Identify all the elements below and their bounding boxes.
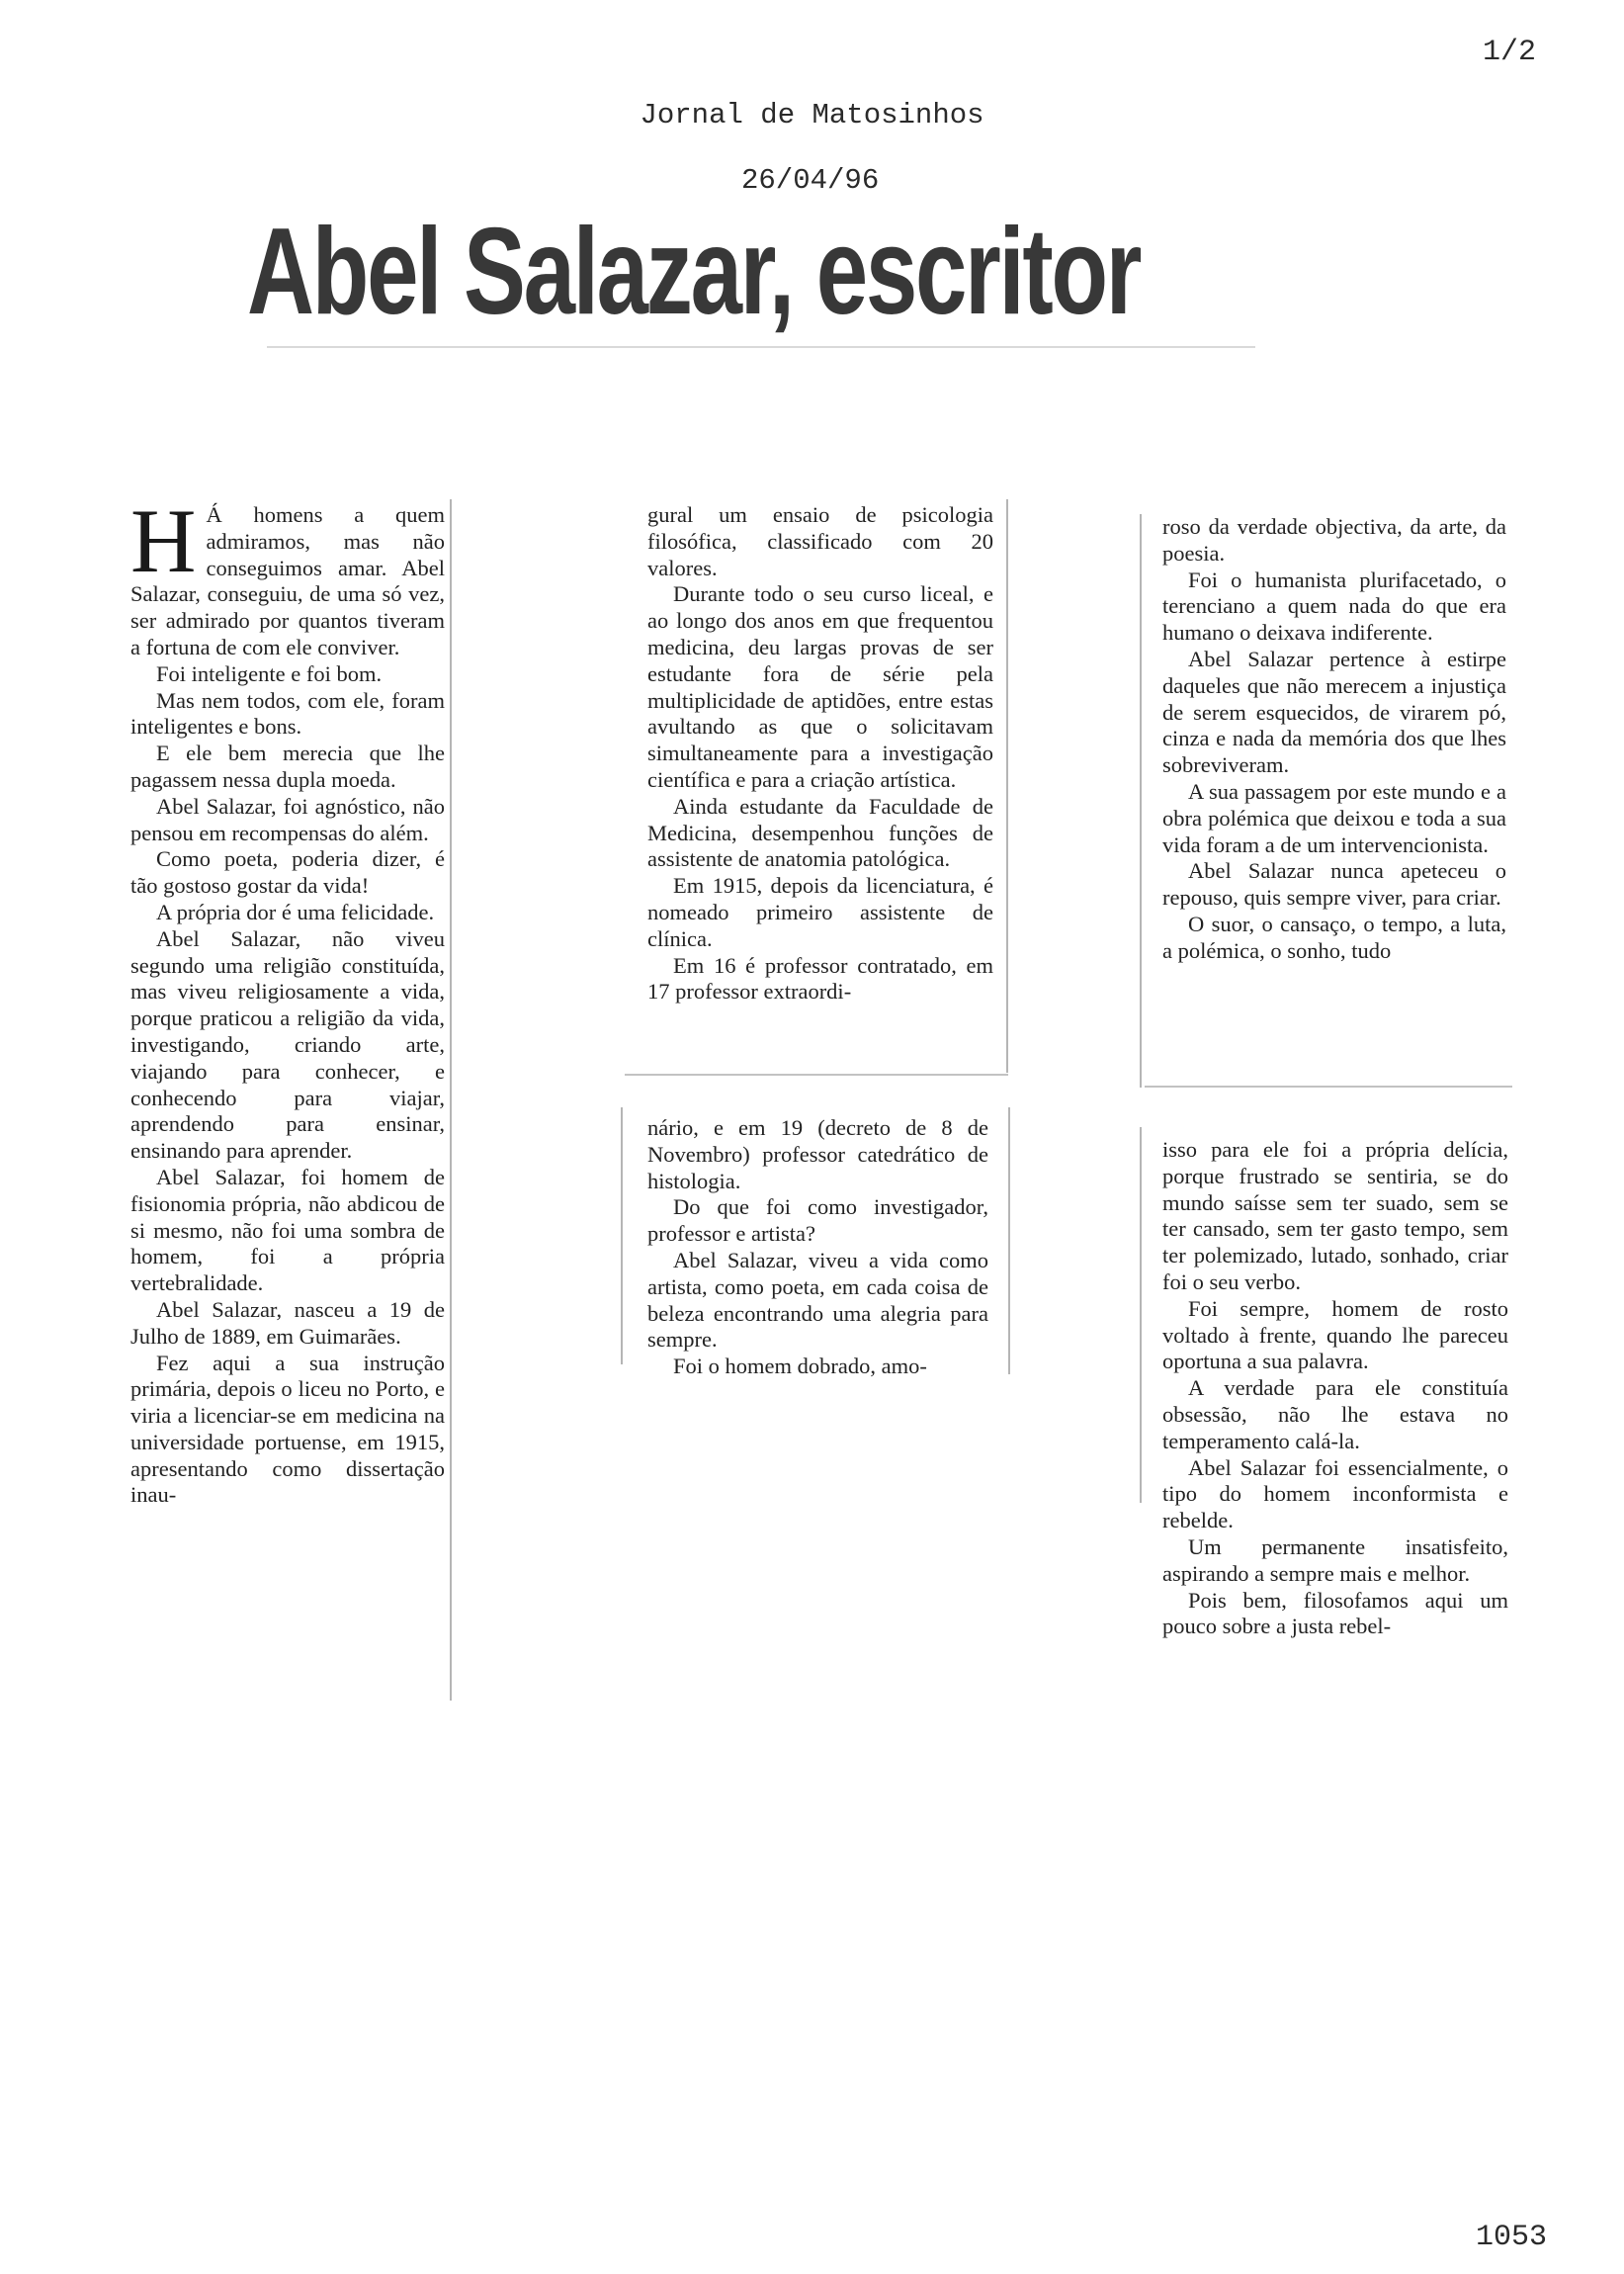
article-column-2-top xyxy=(647,502,993,1006)
article-column-2-bottom xyxy=(647,1115,988,1380)
paragraph: Foi o humanista plurifacetado, o terenciano a quem nada do que era humano o deixava indiferente. xyxy=(1162,567,1506,646)
paragraph-text: Á homens a quem admiramos, mas não conseguimos amar. Abel Salazar, conseguiu, de uma só vez, ser admirado por quantos tiveram a fortuna de com ele conviver. xyxy=(130,502,445,659)
paragraph: Abel Salazar, não viveu segundo uma religião constituída, mas viveu religiosamente a vida, porque praticou a religião da vida, investigando, criando arte, viajando para conhecer, e conhecendo para viajar, aprendendo para ensinar, ensinando para aprender. xyxy=(130,925,445,1164)
paragraph: Abel Salazar foi essencialmente, o tipo do homem inconformista e rebelde. xyxy=(1162,1454,1508,1533)
column-divider xyxy=(1140,1127,1142,1503)
paragraph: Abel Salazar nunca apeteceu o repouso, quis sempre viver, para criar. xyxy=(1162,858,1506,911)
paragraph: Abel Salazar pertence à estirpe daqueles que não merecem a injustiça de serem esquecidos, de virarem pó, cinza e nada da memória dos que lhes sobreviveram. xyxy=(1162,646,1506,778)
column-divider xyxy=(1006,499,1008,1073)
paragraph: Um permanente insatisfeito, aspirando a sempre mais e melhor. xyxy=(1162,1533,1508,1586)
column-divider xyxy=(450,499,452,1701)
publication-date: 26/04/96 xyxy=(741,164,880,197)
paragraph: roso da verdade objectiva, da arte, da poesia. xyxy=(1162,514,1506,566)
article-headline: Abel Salazar, escritor xyxy=(247,204,1141,340)
paragraph: Em 1915, depois da licenciatura, é nomeado primeiro assistente de clínica. xyxy=(647,873,993,951)
column-divider xyxy=(621,1107,623,1364)
paragraph: Foi sempre, homem de rosto voltado à frente, quando lhe pareceu oportuna a sua palavra. xyxy=(1162,1295,1508,1374)
paragraph: Como poeta, poderia dizer, é tão gostoso gostar da vida! xyxy=(130,846,445,899)
block-divider xyxy=(1145,1086,1512,1088)
paragraph: Do que foi como investigador, professor e artista? xyxy=(647,1194,988,1247)
paragraph: Durante todo o seu curso liceal, e ao longo dos anos em que frequentou medicina, deu largas provas de ser estudante fora de série pela multiplicidade de aptidões, entre estas avultando as que o solicitavam simultaneamente para a investigação científica e para a criação artística. xyxy=(647,581,993,792)
block-divider xyxy=(625,1074,1008,1076)
paragraph: Ainda estudante da Faculdade de Medicina, desempenhou funções de assistente de anatomia patológica. xyxy=(647,793,993,872)
paragraph: O suor, o cansaço, o tempo, a luta, a polémica, o sonho, tudo xyxy=(1162,911,1506,963)
paragraph: A verdade para ele constituía obsessão, não lhe estava no temperamento calá-la. xyxy=(1162,1375,1508,1453)
paragraph: Mas nem todos, com ele, foram inteligentes e bons. xyxy=(130,687,445,740)
paragraph: Foi inteligente e foi bom. xyxy=(156,660,383,686)
paragraph: Em 16 é professor contratado, em 17 professor extraordi- xyxy=(647,952,993,1005)
page-number: 1/2 xyxy=(1483,36,1537,69)
article-column-3-top xyxy=(1162,514,1506,965)
paragraph: E ele bem merecia que lhe pagassem nessa dupla moeda. xyxy=(130,741,445,792)
article-column-3-bottom xyxy=(1162,1137,1508,1640)
headline-underline xyxy=(267,346,1255,348)
first-paragraph xyxy=(130,490,445,661)
paragraph: Pois bem, filosofamos aqui um pouco sobre a justa rebel- xyxy=(1162,1587,1508,1639)
paragraph: Abel Salazar, nasceu a 19 de Julho de 1889, em Guimarães. xyxy=(130,1296,445,1349)
paragraph: Foi o homem dobrado, amo- xyxy=(673,1354,927,1379)
column-divider xyxy=(1140,514,1142,1088)
paragraph: Abel Salazar, foi agnóstico, não pensou em recompensas do além. xyxy=(130,793,445,845)
paragraph: Abel Salazar, viveu a vida como artista, como poeta, em cada coisa de beleza encontrando uma alegria para sempre. xyxy=(647,1247,988,1353)
paragraph: Fez aqui a sua instrução primária, depois o liceu no Porto, e viria a licenciar-se em medicina na universidade portuense, em 1915, apresentando como dissertação inau- xyxy=(130,1350,445,1508)
publication-name: Jornal de Matosinhos xyxy=(640,99,984,131)
paragraph: A própria dor é uma felicidade. xyxy=(156,899,435,924)
paragraph: Abel Salazar, foi homem de fisionomia própria, não abdicou de si mesmo, não foi uma sombra de homem, foi a própria vertebralidade. xyxy=(130,1164,445,1296)
paragraph: isso para ele foi a própria delícia, porque frustrado se sentiria, se do mundo saísse sem ter suado, sem se ter cansado, sem ter gasto tempo, sem ter polemizado, lutado, sonhado, criar foi o seu verbo. xyxy=(1162,1137,1508,1294)
paragraph: gural um ensaio de psicologia filosófica, classificado com 20 valores. xyxy=(647,502,993,580)
paragraph: nário, e em 19 (decreto de 8 de Novembro) professor catedrático de histologia. xyxy=(647,1115,988,1193)
column-divider xyxy=(1008,1107,1010,1374)
document-number: 1053 xyxy=(1476,2221,1548,2254)
article-column-1 xyxy=(130,490,445,1509)
paragraph: A sua passagem por este mundo e a obra polémica que deixou e toda a sua vida foram a de um intervencionista. xyxy=(1162,778,1506,857)
drop-cap: H xyxy=(130,490,197,591)
